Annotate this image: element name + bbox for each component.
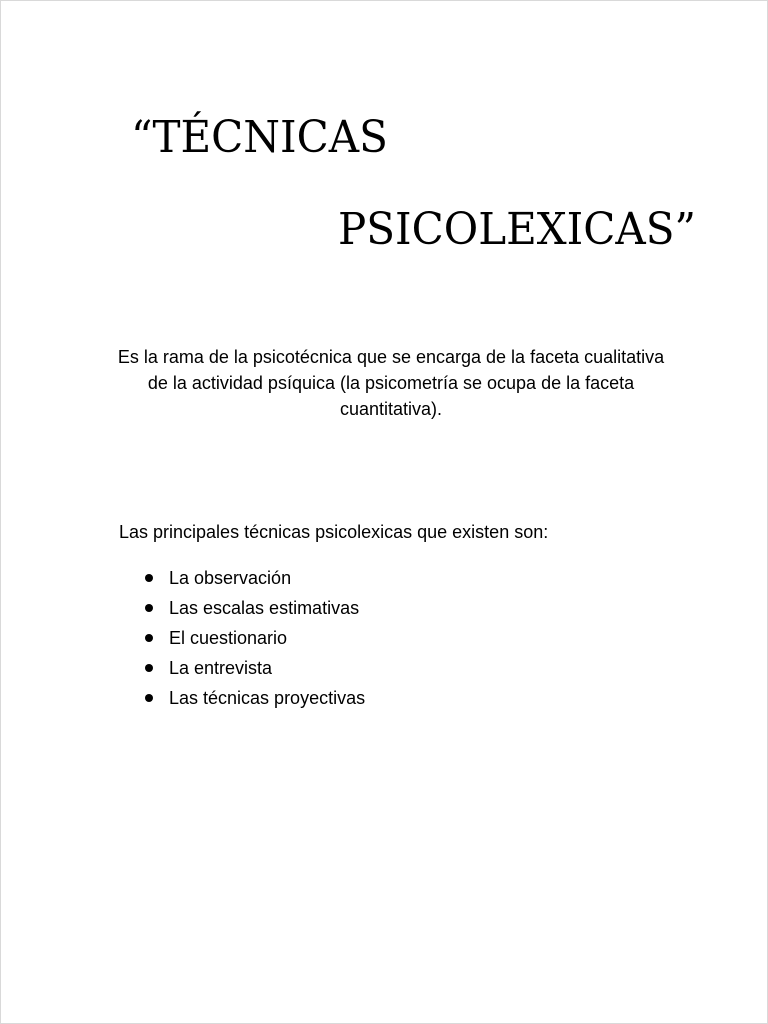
- list-item: [141, 683, 365, 713]
- list-item-label: La observación: [169, 567, 292, 588]
- list-item-label: La entrevista: [169, 657, 273, 678]
- bullet-icon: [145, 634, 153, 642]
- techniques-list: [141, 563, 365, 713]
- list-item: [141, 593, 365, 623]
- bullet-icon: [145, 694, 153, 702]
- bullet-icon: [145, 574, 153, 582]
- list-intro: Las principales técnicas psicolexicas que existen son:: [119, 522, 549, 542]
- list-item: [141, 653, 365, 683]
- bullet-icon: [145, 664, 153, 672]
- list-item: [141, 623, 365, 653]
- intro-paragraph: Es la rama de la psicotécnica que se encarga de la faceta cualitativa de la actividad psíquica (la psicometría se ocupa de la faceta cuantitativa).: [117, 347, 665, 419]
- bullet-icon: [145, 604, 153, 612]
- list-item-label: El cuestionario: [169, 627, 288, 648]
- list-item: [141, 563, 365, 593]
- title-line-2: PSICOLEXICAS”: [338, 202, 696, 255]
- list-item-label: Las escalas estimativas: [169, 597, 360, 618]
- list-item-label: Las técnicas proyectivas: [169, 687, 366, 708]
- title-line-1: “TÉCNICAS: [131, 110, 388, 163]
